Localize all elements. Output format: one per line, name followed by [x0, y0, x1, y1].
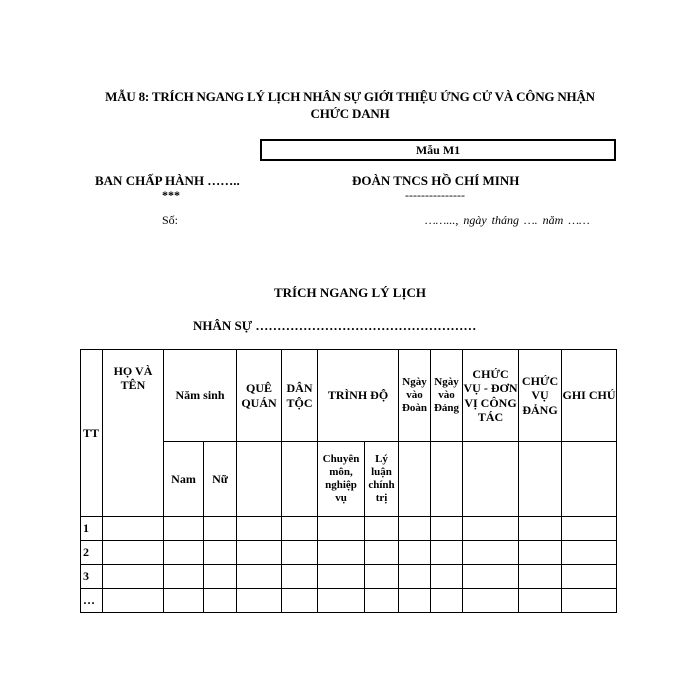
- table-cell: [519, 541, 562, 565]
- table-cell: [463, 589, 519, 613]
- table-cell: [365, 565, 399, 589]
- table-cell: [103, 589, 164, 613]
- table-header-row-1: [81, 350, 617, 442]
- table-cell: [237, 517, 282, 541]
- table-cell: [282, 541, 318, 565]
- table-cell: [318, 517, 365, 541]
- table-cell: [282, 589, 318, 613]
- table-cell: [562, 517, 617, 541]
- header-full-name: HỌ VÀ TÊN: [103, 350, 164, 517]
- form-title-line-1: MẪU 8: TRÍCH NGANG LÝ LỊCH NHÂN SỰ GIỚI THIỆU ỨNG CỬ VÀ CÔNG NHẬN: [105, 89, 595, 104]
- table-cell: [318, 565, 365, 589]
- form-code-box: Mẫu M1: [260, 139, 616, 161]
- table-cell: [519, 589, 562, 613]
- header-birth-year: Năm sinh: [164, 350, 237, 442]
- table-row: [81, 541, 617, 565]
- header-position-unit: CHỨC VỤ - ĐƠN VỊ CÔNG TÁC: [463, 350, 519, 442]
- row-number: 3: [81, 565, 103, 589]
- table-cell: [399, 589, 431, 613]
- table-cell: [204, 517, 237, 541]
- table-cell: [463, 517, 519, 541]
- header-blank-notes: [562, 442, 617, 517]
- table-cell: [164, 517, 204, 541]
- header-youth-union-date: Ngày vào Đoàn: [399, 350, 431, 442]
- table-cell: [204, 541, 237, 565]
- stars-separator: ***: [162, 188, 180, 202]
- youth-union-label: ĐOÀN TNCS HỒ CHÍ MINH: [352, 173, 520, 188]
- table-cell: [103, 565, 164, 589]
- header-female: Nữ: [204, 442, 237, 517]
- row-number: …: [81, 589, 103, 613]
- person-name-line: NHÂN SỰ ……………………………………………: [193, 318, 477, 333]
- dashes-separator: ---------------: [405, 188, 465, 202]
- header-blank-party-position: [519, 442, 562, 517]
- table-cell: [463, 541, 519, 565]
- table-cell: [399, 565, 431, 589]
- table-cell: [399, 517, 431, 541]
- table-cell: [204, 565, 237, 589]
- header-blank-youth: [399, 442, 431, 517]
- document-number-label: Số:: [162, 213, 179, 227]
- table-cell: [204, 589, 237, 613]
- table-cell: [164, 589, 204, 613]
- table-cell: [431, 541, 463, 565]
- table-cell: [562, 541, 617, 565]
- table-cell: [431, 589, 463, 613]
- table-cell: [164, 541, 204, 565]
- header-blank-ethnicity: [282, 442, 318, 517]
- form-title-line-2: CHỨC DANH: [310, 106, 390, 121]
- header-notes: GHI CHÚ: [562, 350, 617, 442]
- row-number: 1: [81, 517, 103, 541]
- table-cell: [237, 565, 282, 589]
- header-education: TRÌNH ĐỘ: [318, 350, 399, 442]
- header-political-theory: Lý luận chính trị: [365, 442, 399, 517]
- table-row: [81, 589, 617, 613]
- table-cell: [365, 517, 399, 541]
- header-blank-hometown: [237, 442, 282, 517]
- table-cell: [431, 517, 463, 541]
- table-cell: [431, 565, 463, 589]
- table-cell: [237, 541, 282, 565]
- table-cell: [282, 517, 318, 541]
- table-cell: [399, 541, 431, 565]
- section-title: TRÍCH NGANG LÝ LỊCH: [273, 285, 427, 300]
- table-cell: [282, 565, 318, 589]
- table-cell: [365, 589, 399, 613]
- table-cell: [237, 589, 282, 613]
- table-cell: [365, 541, 399, 565]
- personnel-table: [80, 349, 617, 613]
- table-cell: [103, 517, 164, 541]
- header-party-date: Ngày vào Đảng: [431, 350, 463, 442]
- row-number: 2: [81, 541, 103, 565]
- table-cell: [103, 541, 164, 565]
- table-cell: [164, 565, 204, 589]
- table-row: [81, 517, 617, 541]
- table-cell: [519, 517, 562, 541]
- table-cell: [562, 589, 617, 613]
- table-cell: [463, 565, 519, 589]
- header-hometown: QUÊ QUÁN: [237, 350, 282, 442]
- table-cell: [519, 565, 562, 589]
- header-blank-position: [463, 442, 519, 517]
- date-line: ……..., ngày tháng …. năm ……: [425, 213, 590, 227]
- header-blank-party: [431, 442, 463, 517]
- table-row: [81, 565, 617, 589]
- executive-committee-label: BAN CHẤP HÀNH ……..: [95, 173, 240, 188]
- header-professional: Chuyên môn, nghiệp vụ: [318, 442, 365, 517]
- table-cell: [562, 565, 617, 589]
- header-party-position: CHỨC VỤ ĐẢNG: [519, 350, 562, 442]
- table-cell: [318, 589, 365, 613]
- header-ethnicity: DÂN TỘC: [282, 350, 318, 442]
- header-male: Nam: [164, 442, 204, 517]
- header-tt: TT: [81, 350, 103, 517]
- table-cell: [318, 541, 365, 565]
